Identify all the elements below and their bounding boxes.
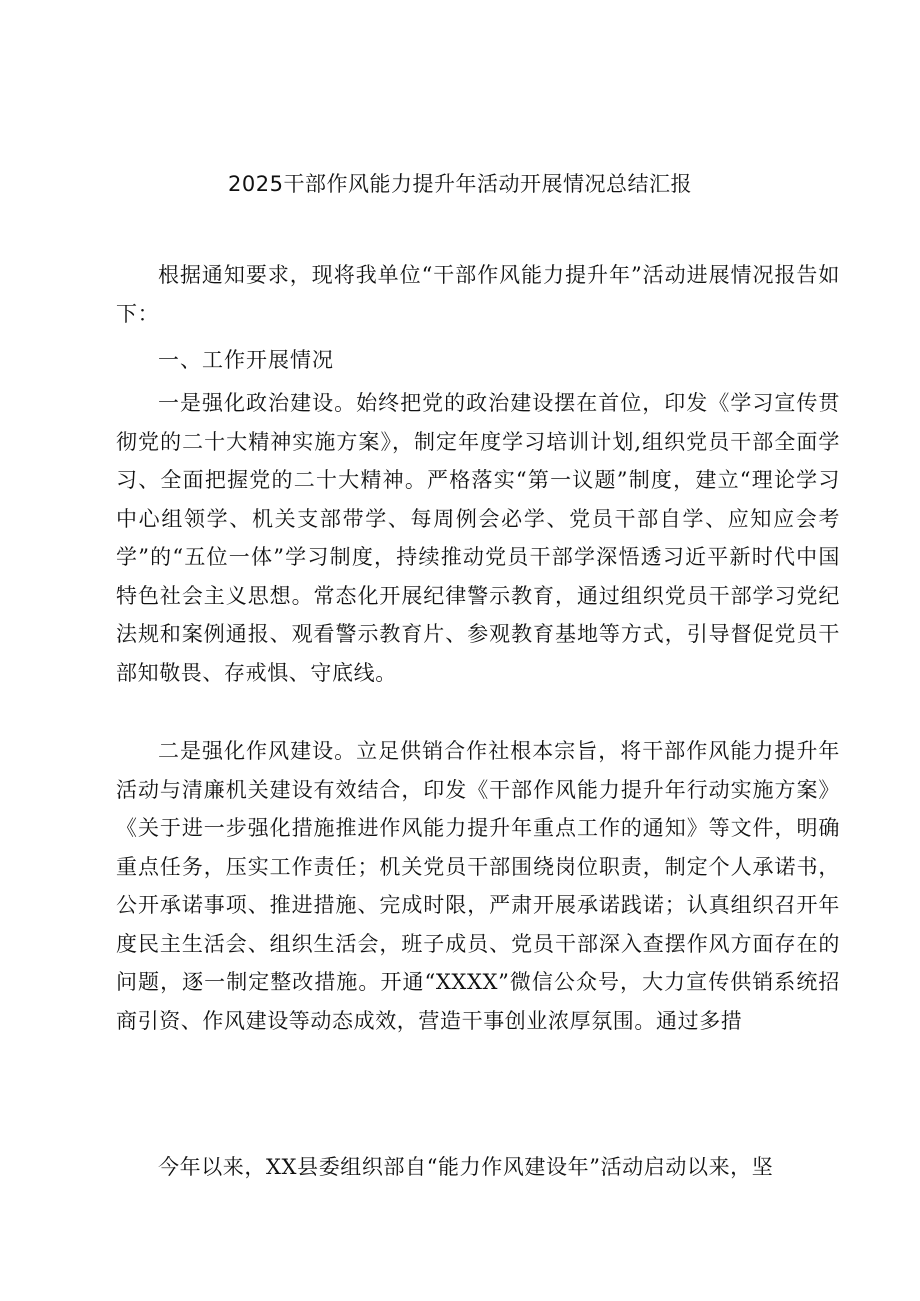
section-heading: 一、工作开展情况 xyxy=(158,348,334,372)
paragraph-county-summary: 今年以来，XX县委组织部自“能力作风建设年”活动启动以来，坚 xyxy=(158,1155,774,1179)
document-title: 2025干部作风能力提升年活动开展情况总结汇报 xyxy=(228,172,692,196)
paragraph-political-building: 一是强化政治建设。始终把党的政治建设摆在首位，印发《学习宣传贯彻党的二十大精神实施方案》，制定年度学习培训计划,组织党员干部全面学习、全面把握党的二十大精神。严格落实“第一议题”制度，建立“理论学习中心组领学、机关支部带学、每周例会必学、党员干部自学、应知应会考学”的“五位一体”学习制度，持续推动党员干部学深悟透习近平新时代中国特色社会主义思想。常态化开展纪律警示教育，通过组织党员干部学习党纪法规和案例通报、观看警示教育片、参观教育基地等方式，引导督促党员干部知敬畏、存戒惧、守底线。 xyxy=(116,391,840,685)
paragraph-style-building: 二是强化作风建设。立足供销合作社根本宗旨，将干部作风能力提升年活动与清廉机关建设有效结合，印发《干部作风能力提升年行动实施方案》《关于进一步强化措施推进作风能力提升年重点工作的通知》等文件，明确重点任务，压实工作责任；机关党员干部围绕岗位职责，制定个人承诺书，公开承诺事项、推进措施、完成时限，严肃开展承诺践诺；认真组织召开年度民主生活会、组织生活会，班子成员、党员干部深入查摆作风方面存在的问题，逐一制定整改措施。开通“XXXX”微信公众号，大力宣传供销系统招商引资、作风建设等动态成效，营造干事创业浓厚氛围。通过多措 xyxy=(116,739,840,1033)
intro-paragraph: 根据通知要求，现将我单位“干部作风能力提升年”活动进展情况报告如下： xyxy=(116,263,840,326)
